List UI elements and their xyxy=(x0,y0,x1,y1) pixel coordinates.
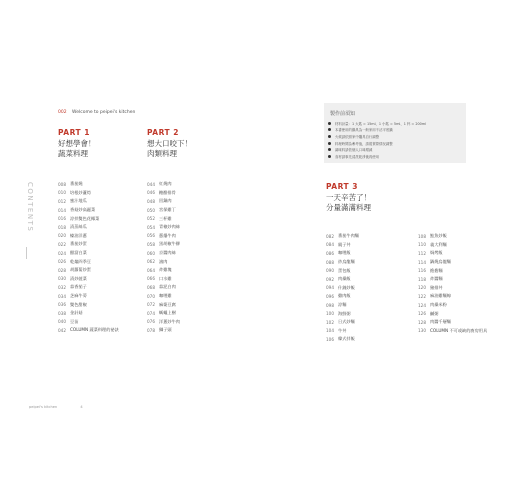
list-item[interactable] xyxy=(58,240,119,249)
notes-item xyxy=(328,133,426,140)
list-item[interactable] xyxy=(58,309,119,318)
list-item[interactable] xyxy=(58,318,119,327)
notes-list xyxy=(328,120,426,160)
list-item[interactable] xyxy=(418,266,487,275)
list-item[interactable] xyxy=(58,326,119,335)
recipe-name: 醋溜白菜 xyxy=(70,250,87,256)
list-item[interactable] xyxy=(58,223,119,232)
page-number: 104 xyxy=(326,328,334,334)
intro-page-number: 002 xyxy=(58,110,67,115)
recipe-name: 三杯雞 xyxy=(159,215,172,221)
bullet-icon xyxy=(328,142,331,145)
recipe-name: 咖哩飯 xyxy=(338,250,351,256)
recipe-name: 青椒炒肉絲 xyxy=(159,224,180,230)
notes-item xyxy=(328,127,426,134)
list-item[interactable] xyxy=(418,327,487,336)
page-number: 070 xyxy=(147,293,155,299)
footer-page-number: 4 xyxy=(80,405,83,409)
page-number: 084 xyxy=(326,242,334,248)
side-divider xyxy=(26,247,27,259)
list-item[interactable] xyxy=(418,284,487,293)
page-number: 110 xyxy=(418,242,426,248)
recipe-name: 番茄炒蛋 xyxy=(70,241,87,247)
recipe-name: 培根炒蘆筍 xyxy=(70,189,91,195)
page-number: 068 xyxy=(147,284,155,290)
recipe-name: 口水雞 xyxy=(159,275,172,281)
page-number: 038 xyxy=(58,310,66,316)
part-2-label: PART 2 xyxy=(147,128,179,137)
recipe-name: 乾煸四季豆 xyxy=(70,258,91,264)
page-number: 052 xyxy=(147,216,155,222)
list-item[interactable] xyxy=(147,189,180,198)
recipe-name: 糖醋排骨 xyxy=(159,189,176,195)
page-number: 040 xyxy=(58,319,66,325)
page-number: 120 xyxy=(418,285,426,291)
recipe-name: 親子丼 xyxy=(338,241,351,247)
recipe-name: 蜜汁地瓜 xyxy=(70,198,87,204)
recipe-name: 滷肉 xyxy=(159,258,168,264)
page-number: 082 xyxy=(326,233,334,239)
page-number: 060 xyxy=(147,250,155,256)
page-number: 112 xyxy=(418,250,426,256)
list-item[interactable] xyxy=(58,180,119,189)
notes-text: 本書使用的鍋具為一般家用不沾平底鍋 xyxy=(335,128,393,133)
list-item[interactable] xyxy=(147,240,180,249)
list-item[interactable] xyxy=(418,309,487,318)
list-item[interactable] xyxy=(418,232,487,241)
part-3-list-right xyxy=(418,232,487,335)
part-2-title xyxy=(147,139,192,159)
part-3-title-line-1: 一天辛苦了！ xyxy=(326,193,371,202)
page-number: 036 xyxy=(58,302,66,308)
recipe-name: 涼拌雙色花椰菜 xyxy=(70,215,100,221)
page-number: 094 xyxy=(326,285,334,291)
list-item[interactable] xyxy=(326,258,359,267)
page-number: 090 xyxy=(326,268,334,274)
page-number: 092 xyxy=(326,276,334,282)
list-item[interactable] xyxy=(418,258,487,267)
intro-title: Welcome to peipei's kitchen xyxy=(72,110,136,115)
page-number: 008 xyxy=(58,181,66,187)
page-number: 044 xyxy=(147,181,155,187)
recipe-name: 義大利麵 xyxy=(430,241,447,247)
recipe-name: 宮保雞丁 xyxy=(159,207,176,213)
part-1-list xyxy=(58,180,119,335)
page-number: 026 xyxy=(58,259,66,265)
recipe-name: 擔擔麵 xyxy=(430,267,443,273)
list-item[interactable] xyxy=(147,318,180,327)
recipe-name: 什錦炒飯 xyxy=(338,284,355,290)
recipe-name: 清炒菠菜 xyxy=(70,275,87,281)
list-item[interactable] xyxy=(147,326,180,335)
page-number: 108 xyxy=(418,233,426,239)
notes-box xyxy=(324,103,466,163)
part-2-list xyxy=(147,180,180,335)
recipe-name: 豆苗 xyxy=(70,318,79,324)
recipe-name: 螞蟻上樹 xyxy=(159,310,176,316)
page-number: 046 xyxy=(147,190,155,196)
page-number: 088 xyxy=(326,259,334,265)
page-number: 072 xyxy=(147,302,155,308)
page-number: 012 xyxy=(58,198,66,204)
list-item[interactable] xyxy=(58,257,119,266)
recipe-name: 炸雞塊 xyxy=(159,267,172,273)
list-item[interactable] xyxy=(147,223,180,232)
list-item[interactable] xyxy=(147,180,180,189)
page-number: 028 xyxy=(58,267,66,273)
page-number: 130 xyxy=(418,328,426,334)
recipe-name: 蒜泥白肉 xyxy=(159,284,176,290)
page-number: 054 xyxy=(147,224,155,230)
list-item[interactable] xyxy=(58,214,119,223)
recipe-name: COLUMN 不可或缺的廚房用具 xyxy=(430,327,488,333)
page-number: 018 xyxy=(58,224,66,230)
list-item[interactable] xyxy=(418,292,487,301)
recipe-name: 韓式拌飯 xyxy=(338,336,355,342)
page-number: 034 xyxy=(58,293,66,299)
page-number: 010 xyxy=(58,190,66,196)
list-item[interactable] xyxy=(58,197,119,206)
page-number: 114 xyxy=(418,259,426,265)
recipe-name: 番茄燒 xyxy=(70,181,83,187)
page-number: 102 xyxy=(326,319,334,325)
recipe-name: 咖哩雞 xyxy=(159,293,172,299)
page-number: 076 xyxy=(147,319,155,325)
part-3-list-left xyxy=(326,232,359,344)
recipe-name: 蛋包飯 xyxy=(338,267,351,273)
recipe-name: 雞肉飯 xyxy=(338,293,351,299)
part-1-title-line-1: 好想學會！ xyxy=(58,139,96,148)
recipe-name: 蒜香茄子 xyxy=(70,284,87,290)
recipe-name: 鮭魚炒飯 xyxy=(430,233,447,239)
list-item[interactable] xyxy=(147,309,180,318)
notes-item xyxy=(328,153,426,160)
list-item[interactable] xyxy=(418,318,487,327)
recipe-name: 日式炒麵 xyxy=(338,319,355,325)
list-item[interactable] xyxy=(326,266,359,275)
page-number: 106 xyxy=(326,336,334,342)
page-number: 066 xyxy=(147,276,155,282)
part-1-title-line-2: 蔬菜料理 xyxy=(58,149,88,158)
page-number: 032 xyxy=(58,284,66,290)
intro-line xyxy=(58,110,135,115)
recipe-name: 豬排丼 xyxy=(430,284,443,290)
list-item[interactable] xyxy=(147,275,180,284)
list-item[interactable] xyxy=(326,249,359,258)
list-item[interactable] xyxy=(418,301,487,310)
recipe-name: 香菇炒高麗菜 xyxy=(70,207,96,213)
notes-text: 食材請事先清洗乾淨後再使用 xyxy=(335,154,380,159)
list-item[interactable] xyxy=(147,232,180,241)
bullet-icon xyxy=(328,155,331,158)
list-item[interactable] xyxy=(326,309,359,318)
part-2-title-line-1: 想大口咬下！ xyxy=(147,139,192,148)
footer-title: peipei's kitchen xyxy=(29,405,58,409)
recipe-name: 蔥爆牛肉 xyxy=(159,232,176,238)
notes-item xyxy=(328,120,426,127)
part-3-label: PART 3 xyxy=(326,182,358,191)
list-item[interactable] xyxy=(58,266,119,275)
page-number: 124 xyxy=(418,302,426,308)
list-item[interactable] xyxy=(58,275,119,284)
recipe-name: 炸醬麵 xyxy=(430,276,443,282)
page-number: 062 xyxy=(147,259,155,265)
list-item[interactable] xyxy=(326,275,359,284)
recipe-name: 雙色甜椒 xyxy=(70,301,87,307)
recipe-name: 芝麻牛蒡 xyxy=(70,293,87,299)
list-item[interactable] xyxy=(147,266,180,275)
page-footer xyxy=(29,405,83,409)
page-number: 074 xyxy=(147,310,155,316)
recipe-name: 鍋燒烏龍麵 xyxy=(430,259,451,265)
page-number: 024 xyxy=(58,250,66,256)
recipe-name: 肉醬千層麵 xyxy=(430,319,451,325)
page-number: 020 xyxy=(58,233,66,239)
list-item[interactable] xyxy=(58,300,119,309)
recipe-name: COLUMN 蔬菜料理的祕訣 xyxy=(70,327,119,333)
list-item[interactable] xyxy=(326,335,359,344)
recipe-name: 清蒸絲瓜 xyxy=(70,224,87,230)
list-item[interactable] xyxy=(418,275,487,284)
recipe-name: 獅子頭 xyxy=(159,327,172,333)
page-number: 014 xyxy=(58,207,66,213)
list-item[interactable] xyxy=(147,292,180,301)
notes-text: 調味料請依個人口味增減 xyxy=(335,148,373,153)
list-item[interactable] xyxy=(147,206,180,215)
recipe-name: 胡蘿蔔炒蛋 xyxy=(70,267,91,273)
page-number: 048 xyxy=(147,198,155,204)
list-item[interactable] xyxy=(147,257,180,266)
recipe-name: 回鍋肉 xyxy=(159,198,172,204)
recipe-name: 牛丼 xyxy=(338,327,347,333)
list-item[interactable] xyxy=(58,292,119,301)
page-number: 086 xyxy=(326,250,334,256)
recipe-name: 紅燒肉 xyxy=(159,181,172,187)
list-item[interactable] xyxy=(58,232,119,241)
page-number: 022 xyxy=(58,241,66,247)
notes-item xyxy=(328,146,426,153)
page-number: 016 xyxy=(58,216,66,222)
recipe-name: 肉燥飯 xyxy=(338,276,351,282)
list-item[interactable] xyxy=(147,283,180,292)
list-item[interactable] xyxy=(147,214,180,223)
recipe-name: 金針菇 xyxy=(70,310,83,316)
recipe-name: 麻油雞麵線 xyxy=(430,293,451,299)
list-item[interactable] xyxy=(147,300,180,309)
recipe-name: 海鮮粥 xyxy=(338,310,351,316)
page-number: 030 xyxy=(58,276,66,282)
page-number: 100 xyxy=(326,311,334,317)
list-item[interactable] xyxy=(326,284,359,293)
list-item[interactable] xyxy=(326,232,359,241)
contents-side-label: CONTENTS xyxy=(26,182,34,233)
recipe-name: 番茄牛肉麵 xyxy=(338,233,359,239)
recipe-name: 鹹粥 xyxy=(430,310,439,316)
part-1-title xyxy=(58,139,96,159)
list-item[interactable] xyxy=(58,283,119,292)
page-number: 126 xyxy=(418,311,426,317)
recipe-name: 焗烤飯 xyxy=(430,250,443,256)
recipe-name: 京醬肉絲 xyxy=(159,250,176,256)
list-item[interactable] xyxy=(326,301,359,310)
bullet-icon xyxy=(328,128,331,131)
recipe-name: 黑胡椒牛柳 xyxy=(159,241,180,247)
recipe-name: 肉燥米粉 xyxy=(430,302,447,308)
page-number: 128 xyxy=(418,319,426,325)
page-number: 050 xyxy=(147,207,155,213)
list-item[interactable] xyxy=(147,197,180,206)
part-3-title-line-2: 分量滿滿料理 xyxy=(326,203,371,212)
notes-item xyxy=(328,140,426,147)
notes-title: 製作前須知 xyxy=(330,111,356,117)
bullet-icon xyxy=(328,148,331,151)
recipe-name: 蠔油洋蔥 xyxy=(70,232,87,238)
part-3-title xyxy=(326,193,371,213)
list-item[interactable] xyxy=(326,318,359,327)
page-number: 056 xyxy=(147,233,155,239)
page-number: 064 xyxy=(147,267,155,273)
page-number: 098 xyxy=(326,302,334,308)
bullet-icon xyxy=(328,135,331,138)
list-item[interactable] xyxy=(326,292,359,301)
page-number: 096 xyxy=(326,293,334,299)
page-number: 118 xyxy=(418,276,426,282)
recipe-name: 炒烏龍麵 xyxy=(338,259,355,265)
recipe-name: 洋蔥炒牛肉 xyxy=(159,318,180,324)
bullet-icon xyxy=(328,122,331,125)
list-item[interactable] xyxy=(326,241,359,250)
notes-text: 料理時間為參考值，請視實際情況調整 xyxy=(335,141,393,146)
recipe-name: 麻婆豆腐 xyxy=(159,301,176,307)
list-item[interactable] xyxy=(147,249,180,258)
list-item[interactable] xyxy=(58,249,119,258)
page-number: 122 xyxy=(418,293,426,299)
list-item[interactable] xyxy=(418,249,487,258)
list-item[interactable] xyxy=(418,241,487,250)
list-item[interactable] xyxy=(58,206,119,215)
page-number: 116 xyxy=(418,268,426,274)
notes-text: 火候請依照家中爐具自行調整 xyxy=(335,134,380,139)
recipe-name: 涼麵 xyxy=(338,302,347,308)
page-number: 058 xyxy=(147,241,155,247)
notes-text: 材料計量：1 大匙 = 15ml、1 小匙 = 5ml、1 杯 = 200ml xyxy=(335,121,427,126)
part-1-label: PART 1 xyxy=(58,128,90,137)
list-item[interactable] xyxy=(326,327,359,336)
page-number: 078 xyxy=(147,327,155,333)
list-item[interactable] xyxy=(58,189,119,198)
page-number: 042 xyxy=(58,327,66,333)
part-2-title-line-2: 肉類料理 xyxy=(147,149,177,158)
